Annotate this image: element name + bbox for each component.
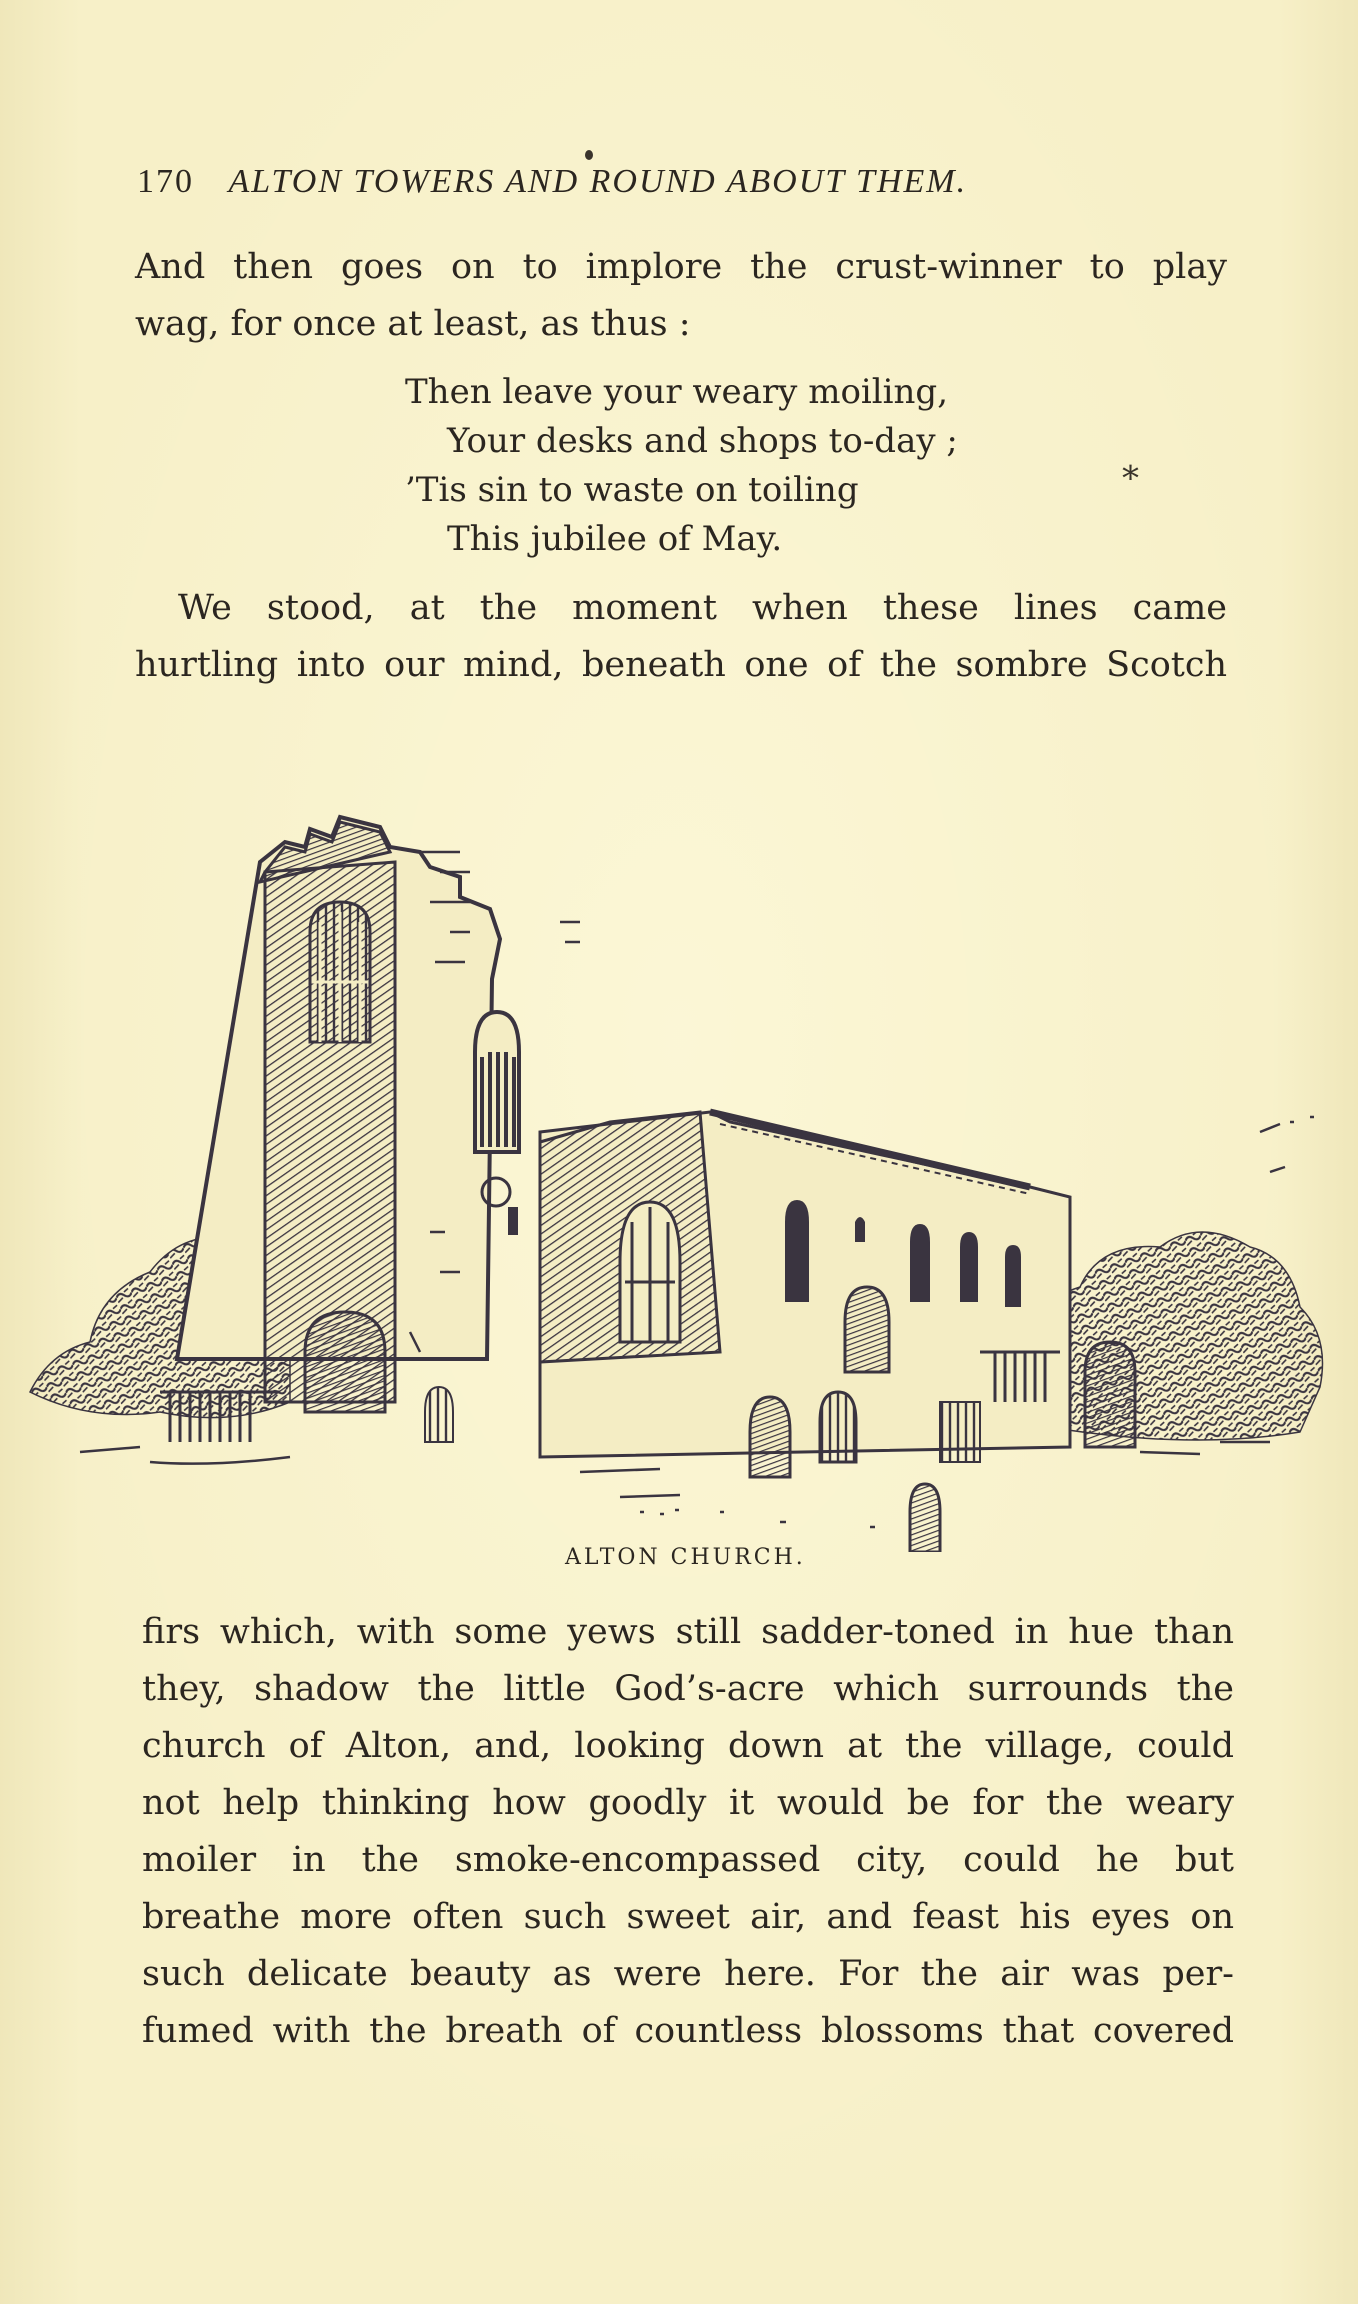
paragraph-intro: [135, 239, 1227, 353]
text-line: wag, for once at least, as thus :: [135, 304, 691, 344]
margin-ornament: ⁎: [1122, 448, 1139, 488]
text-line: moiler in the smoke-encompassed city, could he but: [142, 1840, 1234, 1880]
text-line: breathe more often such sweet air, and feast his eyes on: [142, 1897, 1234, 1937]
text-line: hurtling into our mind, beneath one of the sombre Scotch: [135, 645, 1227, 685]
verse-line: Then leave your weary moiling,: [405, 372, 949, 412]
church-illustration: [20, 752, 1340, 1552]
text-line: firs which, with some yews still sadder-toned in hue than: [142, 1612, 1234, 1652]
text-line: fumed with the breath of countless blossoms that covered: [142, 2011, 1234, 2051]
running-title: ALTON TOWERS AND ROUND ABOUT THEM.: [228, 163, 968, 200]
church-engraving: [20, 752, 1340, 1552]
text-line: And then goes on to implore the crust-winner to play: [135, 247, 1227, 287]
verse-line: Your desks and shops to-day ;: [447, 421, 958, 461]
text-line: such delicate beauty as were here. For the air was per-: [142, 1954, 1234, 1994]
church-nave: [540, 1112, 1070, 1457]
ink-speck: [585, 150, 593, 160]
text-line: they, shadow the little God’s-acre which surrounds the: [142, 1669, 1234, 1709]
illustration-caption: ALTON CHURCH.: [565, 1545, 806, 1570]
verse-line: This jubilee of May.: [447, 519, 783, 559]
text-line: not help thinking how goodly it would be for the weary: [142, 1783, 1234, 1823]
church-tower: [177, 817, 580, 1412]
text-line: church of Alton, and, looking down at the village, could: [142, 1726, 1234, 1766]
paragraph-firs: [142, 1604, 1234, 2060]
paragraph-stood: [135, 580, 1227, 694]
verse-stanza: [405, 368, 1005, 564]
text-line: We stood, at the moment when these lines came: [178, 588, 1227, 628]
page-header: [137, 163, 1137, 213]
page-number: 170: [137, 163, 194, 200]
verse-line: ’Tis sin to waste on toiling: [405, 470, 859, 510]
